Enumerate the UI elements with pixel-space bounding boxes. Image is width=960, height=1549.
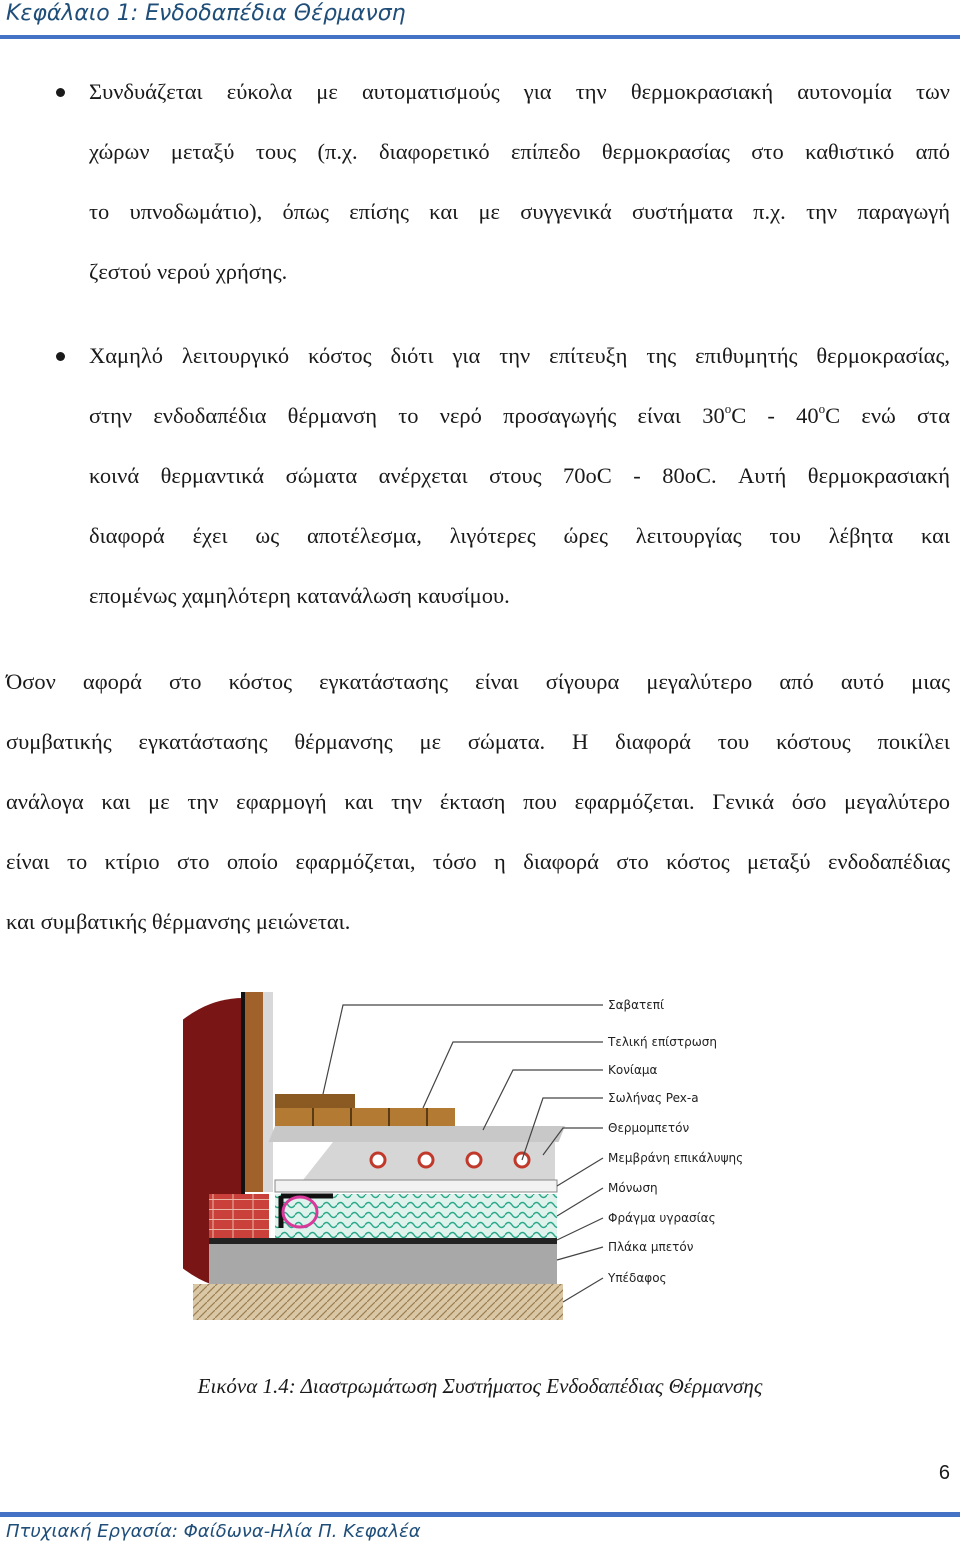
layer-label: Μόνωση (608, 1181, 658, 1195)
layer-label: Μεμβράνη επικάλυψης (608, 1151, 744, 1165)
header-rule (0, 35, 960, 39)
text-line: το υπνοδωμάτιο), όπως επίσης και με συγγενικά συστήματα π.χ. την παραγωγή (89, 199, 950, 224)
running-header: Κεφάλαιο 1: Ενδοδαπέδια Θέρμανση (6, 1, 406, 26)
text-line: επομένως χαμηλότερη κατανάλωση καυσίμου. (89, 583, 510, 608)
layer-label: Πλάκα μπετόν (608, 1240, 694, 1254)
floor-heating-layers-figure (183, 990, 773, 1323)
layer-label: Κονίαμα (608, 1063, 658, 1077)
bullet-item-2 (89, 326, 950, 626)
layer-label: Θερμομπετόν (608, 1121, 690, 1135)
footer-rule (0, 1512, 960, 1517)
membrane-layer (275, 1180, 557, 1192)
wall-wood-panel (243, 992, 263, 1192)
text-line: Όσον αφορά στο κόστος εγκατάστασης είναι σίγουρα μεγαλύτερο από αυτό μιας (6, 669, 950, 694)
pipe (419, 1153, 433, 1167)
moisture-barrier (209, 1238, 557, 1244)
mortar-layer (269, 1126, 565, 1142)
running-footer: Πτυχιακή Εργασία: Φαίδωνα-Ηλία Π. Κεφαλέα (6, 1521, 421, 1542)
bullet-item-1 (89, 62, 950, 302)
layer-label: Υπέδαφος (608, 1271, 667, 1285)
text-line-with-temperatures: στην ενδοδαπέδια θέρμανση το νερό προσαγωγής είναι 30$^o$C - 40$^o$C ενώ στα (89, 400, 950, 428)
text-line: είναι το κτίριο στο οποίο εφαρμόζεται, τόσο η διαφορά στο κόστος μεταξύ ενδοδαπέδιας (6, 849, 950, 874)
text-line: ζεστού νερού χρήσης. (89, 259, 288, 284)
layer-label: Σωλήνας Pex-a (608, 1091, 699, 1105)
bullet-dot (56, 88, 65, 97)
text-line: Χαμηλό λειτουργικό κόστος διότι για την επίτευξη της επιθυμητής θερμοκρασίας, (89, 343, 950, 368)
text-line: κοινά θερμαντικά σώματα ανέρχεται στους 70oC - 80oC. Αυτή θερμοκρασιακή (89, 463, 950, 488)
concrete-slab (209, 1244, 557, 1284)
text-line: διαφορά έχει ως αποτέλεσμα, λιγότερες ώρες λειτουργίας του λέβητα και (89, 523, 950, 548)
bullet-dot (56, 352, 65, 361)
text-line: συμβατικής εγκατάστασης θέρμανσης με σώματα. Η διαφορά του κόστους ποικίλει (6, 729, 950, 754)
text-line: χώρων μεταξύ τους (π.χ. διαφορετικό επίπεδο θερμοκρασίας στο καθιστικό από (89, 139, 950, 164)
skirting-board (275, 1094, 355, 1108)
body-paragraph (6, 652, 950, 952)
text-line: και συμβατικής θέρμανσης μειώνεται. (6, 909, 351, 934)
pipe (467, 1153, 481, 1167)
page-number: 6 (938, 1462, 950, 1484)
text-line: ανάλογα και με την εφαρμογή και την έκταση που εφαρμόζεται. Γενικά όσο μεγαλύτερο (6, 789, 950, 814)
layer-label: Φράγμα υγρασίας (608, 1211, 716, 1225)
subsoil (193, 1284, 563, 1320)
layer-label: Σαβατεπί (608, 998, 665, 1012)
pipe (371, 1153, 385, 1167)
text-line: Συνδυάζεται εύκολα με αυτοματισμούς για την θερμοκρασιακή αυτονομία των (89, 79, 950, 104)
layer-label: Τελική επίστρωση (608, 1035, 717, 1049)
figure-caption: Εικόνα 1.4: Διαστρωμάτωση Συστήματος Ενδοδαπέδιας Θέρμανσης (197, 1374, 763, 1398)
